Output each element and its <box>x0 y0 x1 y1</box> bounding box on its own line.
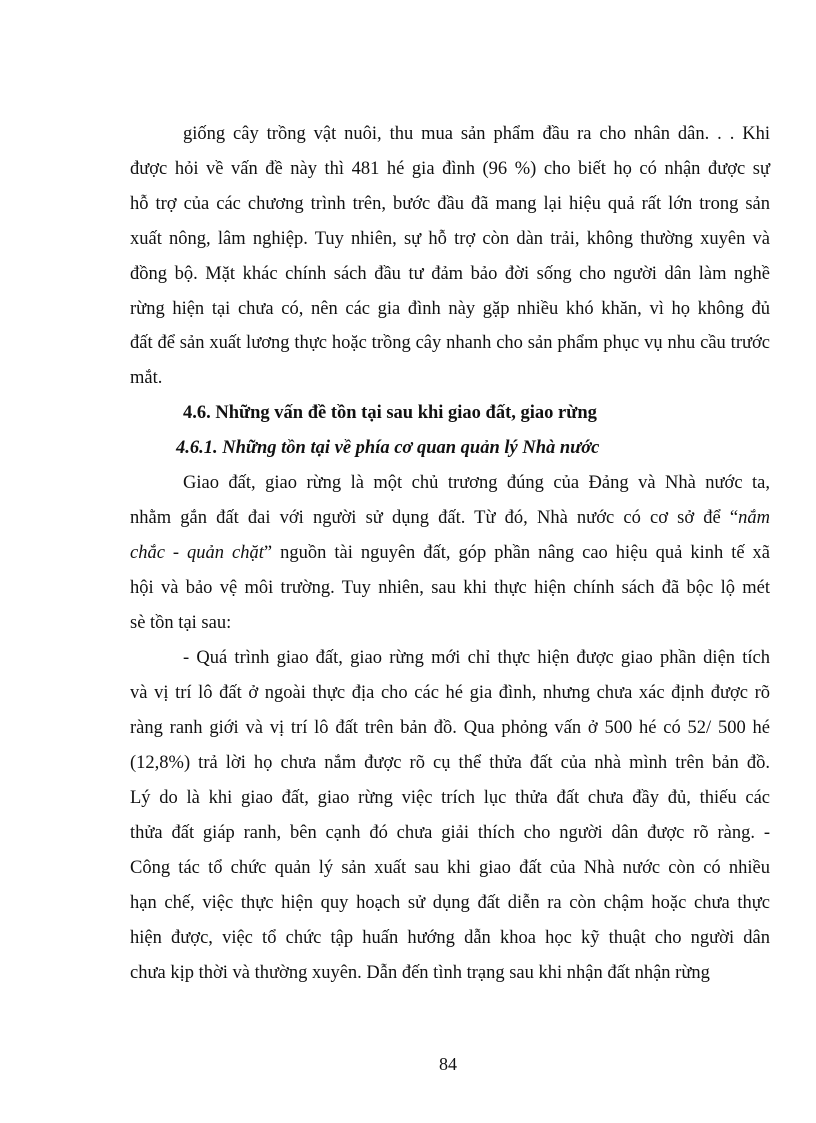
paragraph1-line-7: đất để sản xuất lương thực hoặc trồng cây nhanh cho sản phẩm phục vụ nhu cầu trước <box>130 333 770 353</box>
paragraph1-line-6: rừng hiện tại chưa có, nên các gia đình này gặp nhiều khó khăn, vì họ không đủ <box>130 299 770 319</box>
paragraph3-line-3: ràng ranh giới và vị trí lô đất trên bản đồ. Qua phỏng vấn ở 500 hé có 52/ 500 hé <box>130 718 770 738</box>
paragraph2-line-4: hội và bảo vệ môi trường. Tuy nhiên, sau khi thực hiện chính sách đã bộc lộ mét <box>130 578 770 598</box>
paragraph3-line-8: hạn chế, việc thực hiện quy hoạch sử dụng đất diễn ra còn chậm hoặc chưa thực <box>130 893 770 913</box>
paragraph2-line-2-italic: nắm <box>738 508 770 528</box>
paragraph2-line-1: Giao đất, giao rừng là một chủ trương đúng của Đảng và Nhà nước ta, <box>183 473 770 493</box>
paragraph2-line-3-text: ” nguồn tài nguyên đất, góp phần nâng cao hiệu quả kinh tế xã <box>263 543 771 563</box>
paragraph1-line-3: hỗ trợ của các chương trình trên, bước đầu đã mang lại hiệu quả rất lớn trong sản <box>130 194 770 214</box>
paragraph3-line-9: hiện được, việc tổ chức tập huấn hướng dẫn khoa học kỹ thuật cho người dân <box>130 928 770 948</box>
paragraph3-line-4: (12,8%) trả lời họ chưa nắm được rõ cụ thể thửa đất của nhà mình trên bản đồ. <box>130 753 770 773</box>
paragraph1-line-2: được hỏi về vấn đề này thì 481 hé gia đình (96 %) cho biết họ có nhận được sự <box>130 159 770 179</box>
paragraph3-line-10: chưa kịp thời và thường xuyên. Dẫn đến tình trạng sau khi nhận đất nhận rừng <box>130 963 710 983</box>
paragraph2-line-2 <box>130 506 770 530</box>
paragraph2-line-5: sè tồn tại sau: <box>130 613 232 633</box>
subsection-heading: 4.6.1. Những tồn tại về phía cơ quan quản lý Nhà nước <box>176 438 600 458</box>
paragraph2-line-3 <box>130 541 770 565</box>
paragraph3-line-5: Lý do là khi giao đất, giao rừng việc trích lục thửa đất chưa đầy đủ, thiếu các <box>130 788 770 808</box>
paragraph3-line-2: và vị trí lô đất ở ngoài thực địa cho các hé gia đình, nhưng chưa xác định được rõ <box>130 683 770 703</box>
paragraph1-line-4: xuất nông, lâm nghiệp. Tuy nhiên, sự hỗ trợ còn dàn trải, không thường xuyên và <box>130 229 770 249</box>
paragraph1-line-1: giống cây trồng vật nuôi, thu mua sản phẩm đầu ra cho nhân dân. . . Khi <box>183 124 770 144</box>
paragraph3-line-1: - Quá trình giao đất, giao rừng mới chỉ thực hiện được giao phần diện tích <box>183 648 770 668</box>
paragraph1-line-5: đồng bộ. Mặt khác chính sách đầu tư đảm bảo đời sống cho người dân làm nghề <box>130 264 770 284</box>
page-number: 84 <box>439 1054 457 1074</box>
paragraph2-line-3-italic: chắc - quản chặt <box>130 543 264 563</box>
paragraph2-line-2-text: nhằm gắn đất đai với người sử dụng đất. Từ đó, Nhà nước có cơ sở để “ <box>130 508 739 528</box>
paragraph3-line-7: Công tác tổ chức quản lý sản xuất sau khi giao đất của Nhà nước còn có nhiều <box>130 858 770 878</box>
paragraph3-line-6: thửa đất giáp ranh, bên cạnh đó chưa giải thích cho người dân được rõ ràng. - <box>130 823 770 843</box>
paragraph1-line-8: mắt. <box>130 368 163 388</box>
section-heading: 4.6. Những vấn đề tồn tại sau khi giao đất, giao rừng <box>183 403 597 423</box>
